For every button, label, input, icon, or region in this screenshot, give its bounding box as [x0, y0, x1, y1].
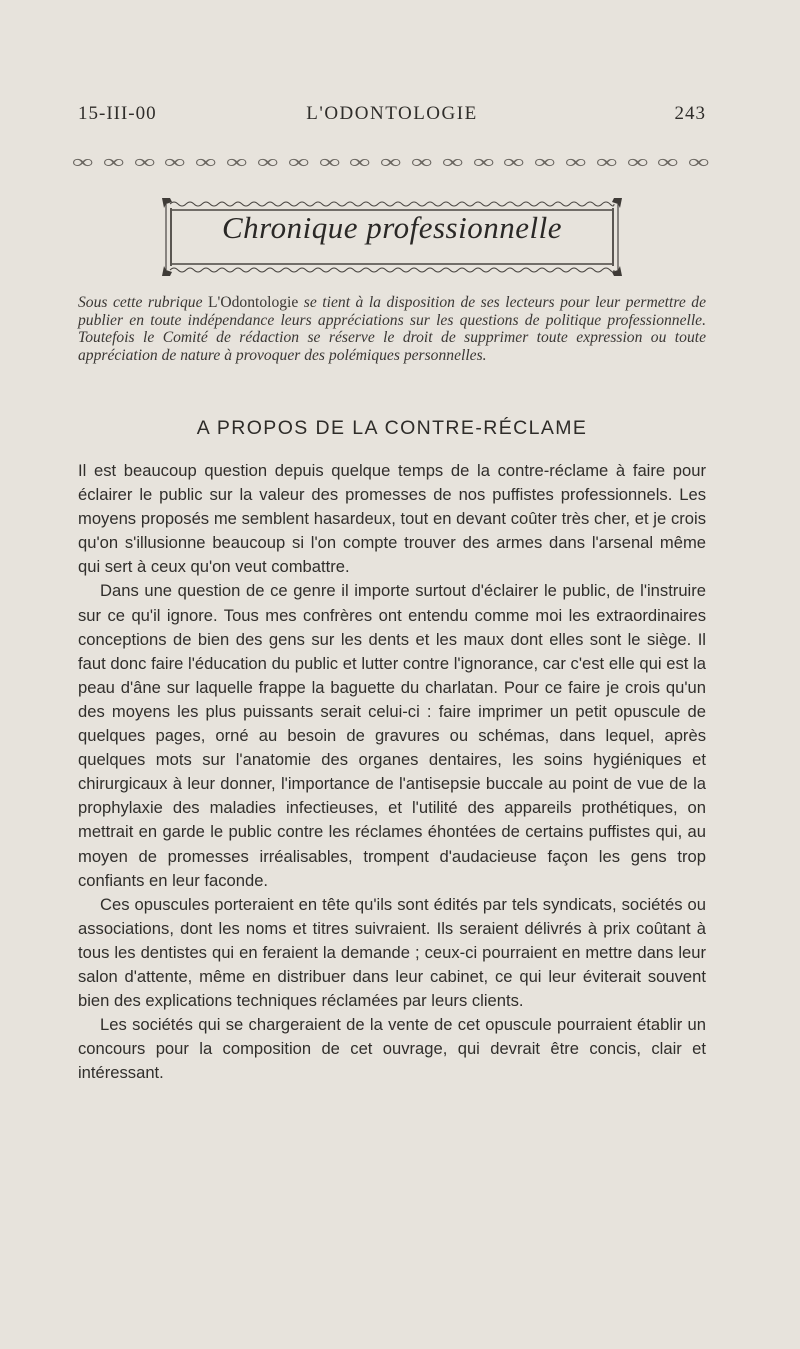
ornament-knot-icon: ∞	[626, 152, 649, 173]
notice-journal-name: L'Odontologie	[208, 294, 299, 311]
ornament-knot-icon: ∞	[287, 152, 310, 173]
ornament-knot-icon: ∞	[164, 152, 187, 173]
section-title-frame	[162, 196, 622, 278]
editorial-notice	[78, 294, 706, 364]
notice-prefix: Sous cette rubrique	[78, 294, 208, 311]
ornament-knot-icon: ∞	[534, 152, 556, 173]
ornament-knot-icon: ∞	[71, 152, 94, 173]
journal-name: L'ODONTOLOGIE	[306, 103, 478, 124]
ornament-knot-icon: ∞	[503, 152, 525, 173]
ornament-border	[71, 152, 710, 174]
ornament-knot-icon: ∞	[349, 152, 371, 173]
issue-date: 15-III-00	[78, 103, 157, 124]
ornament-knot-icon: ∞	[564, 152, 587, 173]
paragraph: Il est beaucoup question depuis quelque temps de la contre-réclame à faire pour éclairer le public sur la valeur des promesses de nos puffistes professionnels. Les moyens proposés me semblent hasardeux, tout en devant coûter très cher, et je crois qu'on s'illusionne beaucoup si l'on compte trouver des armes dans l'arsenal même qui sert à ceux qu'on veut combattre.	[78, 461, 706, 577]
ornament-knot-icon: ∞	[441, 152, 464, 173]
notice-text: se tient à la disposition de ses lecteurs pour leur permettre de publier en toute indépendance leurs appréciations sur les questions de politique professionnelle. Toutefois le Comité de rédaction se réserve le droit de supprimer toute expression ou toute appréciation de nature à provoquer des polémiques personnelles.	[78, 294, 706, 364]
page-number: 243	[674, 103, 706, 124]
ornament-knot-icon: ∞	[195, 152, 217, 173]
ornament-knot-icon: ∞	[410, 152, 433, 173]
article-body	[78, 459, 706, 1085]
article-title: A PROPOS DE LA CONTRE-RÉCLAME	[196, 417, 588, 439]
ornament-knot-icon: ∞	[472, 152, 495, 173]
ornament-knot-icon: ∞	[595, 152, 618, 173]
running-head	[78, 103, 706, 131]
paragraph: Ces opuscules porteraient en tête qu'ils sont édités par tels syndicats, sociétés ou associations, dont les noms et titres suivraient. Ils seraient délivrés à prix coûtant à tous les dentistes qui en feraient la demande ; ceux-ci pourraient en mettre dans leur salon d'attente, même en distribuer dans leur cabinet, ce qui leur éviterait souvent bien des explications techniques réclamées par leurs clients.	[78, 894, 706, 1011]
ornament-knot-icon: ∞	[102, 152, 125, 173]
paragraph: Les sociétés qui se chargeraient de la vente de cet opuscule pourraient établir un concours pour la composition de cet ouvrage, qui devrait être concis, clair et intéressant.	[78, 1015, 706, 1083]
section-title: Chronique professionnelle	[222, 210, 562, 245]
paragraph: Dans une question de ce genre il importe surtout d'éclairer le public, de l'instruire sur ce qu'il ignore. Tous mes confrères ont entendu comme moi les extraordinaires conceptions de bien des gens sur les dents et les maux dont elles sont le siège. Il faut donc faire l'éducation du public et lutter contre l'ignorance, car c'est elle qui est la peau d'âne sur laquelle frappe la baguette du charlatan. Pour ce faire je crois qu'un des moyens les plus puissants serait celui-ci : faire imprimer un petit opuscule de quelques pages, orné au besoin de gravures ou schémas, dans lequel, après quelques mots sur l'anatomie des organes dentaires, les soins hygiéniques et chirurgicaux à leur donner, l'importance de l'antisepsie buccale au point de vue de la prophylaxie des maladies infectieuses, et l'utilité des appareils prothétiques, on mettrait en garde le public contre les réclames éhontées de certains puffistes qui, au moyen de promesses irréalisables, trompent d'audacieuse façon les gens trop confiants en leur faconde.	[78, 581, 706, 890]
ornament-knot-icon: ∞	[225, 152, 248, 173]
ornament-knot-icon: ∞	[133, 152, 156, 173]
ornament-knot-icon: ∞	[688, 152, 710, 173]
ornament-knot-icon: ∞	[657, 152, 680, 173]
ornament-knot-icon: ∞	[256, 152, 279, 173]
ornament-knot-icon: ∞	[380, 152, 402, 173]
ornament-knot-icon: ∞	[318, 152, 341, 173]
